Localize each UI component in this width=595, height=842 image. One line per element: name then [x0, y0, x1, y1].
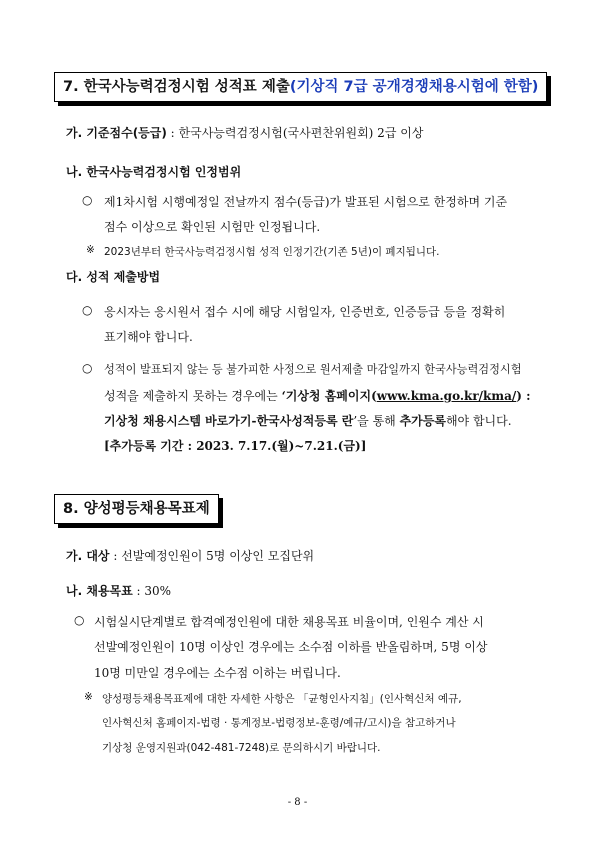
- s7-ga-label: 가. 기준점수(등급): [66, 126, 167, 140]
- s8-bullet: ○: [74, 613, 85, 627]
- s8-line2: 선발예정인원이 10명 이상인 경우에는 소수점 이하를 반올림하며, 5명 이상: [94, 640, 488, 654]
- s7-ga-line: [66, 124, 423, 141]
- s7-ga-text: : 한국사능력검정시험(국사편찬위원회) 2급 이상: [166, 126, 424, 140]
- s8-na-label: 나. 채용목표: [66, 584, 133, 598]
- section-7-title-scope: (기상직 7급 공개경쟁채용시험에 한함): [289, 79, 539, 95]
- section-7-title: [54, 72, 547, 102]
- s7-da-b1-bullet: ○: [82, 303, 93, 317]
- s7-na-note-mark: ※: [86, 244, 95, 256]
- s7-na-line1: 제1차시험 시행예정일 전날까지 점수(등급)가 발표된 시험으로 한정하며 기준: [104, 195, 508, 209]
- kma-homepage-link[interactable]: www.kma.go.kr/kma/: [376, 389, 517, 403]
- s8-na-line: [66, 582, 171, 599]
- s7-da-b2-line3-c: 추가등록: [399, 414, 446, 428]
- s8-note-mark: ※: [84, 691, 93, 703]
- s8-note3: 기상청 운영지원과(042-481-7248)로 문의하시기 바랍니다.: [102, 742, 381, 754]
- s7-da-b2-line2-a: 성적을 제출하지 못하는 경우에는: [104, 389, 282, 403]
- section-7-title-main: 7. 한국사능력검정시험 성적표 제출: [63, 79, 290, 95]
- s7-da-b2-line1: 성적이 발표되지 않는 등 불가피한 사정으로 원서제출 마감일까지 한국사능력검정시험: [104, 363, 522, 376]
- s7-da-b2-line2: [104, 387, 531, 404]
- s8-line3: 10명 미만일 경우에는 소수점 이하는 버립니다.: [94, 666, 341, 680]
- s7-da-b2-line2-c: ) :: [516, 389, 531, 403]
- s7-da-b2-line3-b: ’을 통해: [353, 414, 400, 428]
- section-8-title: 8. 양성평등채용목표제: [54, 494, 219, 524]
- s7-da-label: 다. 성적 제출방법: [66, 270, 161, 284]
- s8-ga-text: : 선발예정인원이 5명 이상인 모집단위: [109, 549, 315, 563]
- s7-na-note: 2023년부터 한국사능력검정시험 성적 인정기간(기존 5년)이 폐지됩니다.: [104, 246, 440, 258]
- s7-da-b2-bullet: ○: [82, 361, 93, 375]
- s7-da-b1-line2: 표기해야 합니다.: [104, 330, 193, 344]
- s7-da-b2-line2-b: ‘기상청 홈페이지(: [281, 389, 377, 403]
- s7-na-label: 나. 한국사능력검정시험 인정범위: [66, 165, 242, 179]
- s8-na-text: : 30%: [132, 584, 172, 598]
- page-number: - 8 -: [287, 797, 308, 808]
- s7-da-b2-line4: [추가등록 기간 : 2023. 7.17.(월)~7.21.(금)]: [104, 439, 367, 453]
- s7-da-b2-line3-d: 해야 합니다.: [445, 414, 512, 428]
- s8-note1: 양성평등채용목표제에 대한 자세한 사항은 「균형인사지침」(인사혁신처 예규,: [102, 693, 462, 705]
- s7-da-b1-line1: 응시자는 응시원서 접수 시에 해당 시험일자, 인증번호, 인증등급 등을 정확히: [104, 305, 506, 319]
- s7-da-b2-line3-a: 기상청 채용시스템 바로가기-한국사성적등록 란: [104, 414, 354, 428]
- s8-ga-line: [66, 547, 314, 564]
- s7-na-line2: 점수 이상으로 확인된 시험만 인정됩니다.: [104, 220, 321, 234]
- s8-line1: 시험실시단계별로 합격예정인원에 대한 채용목표 비율이며, 인원수 계산 시: [94, 615, 484, 629]
- s8-ga-label: 가. 대상: [66, 549, 110, 563]
- s7-na-bullet: ○: [82, 193, 93, 207]
- s8-note2: 인사혁신처 홈페이지-법령 · 통계정보-법령정보-훈령/예규/고시)을 참고하거나: [102, 717, 456, 729]
- s7-da-b2-line3: [104, 412, 512, 429]
